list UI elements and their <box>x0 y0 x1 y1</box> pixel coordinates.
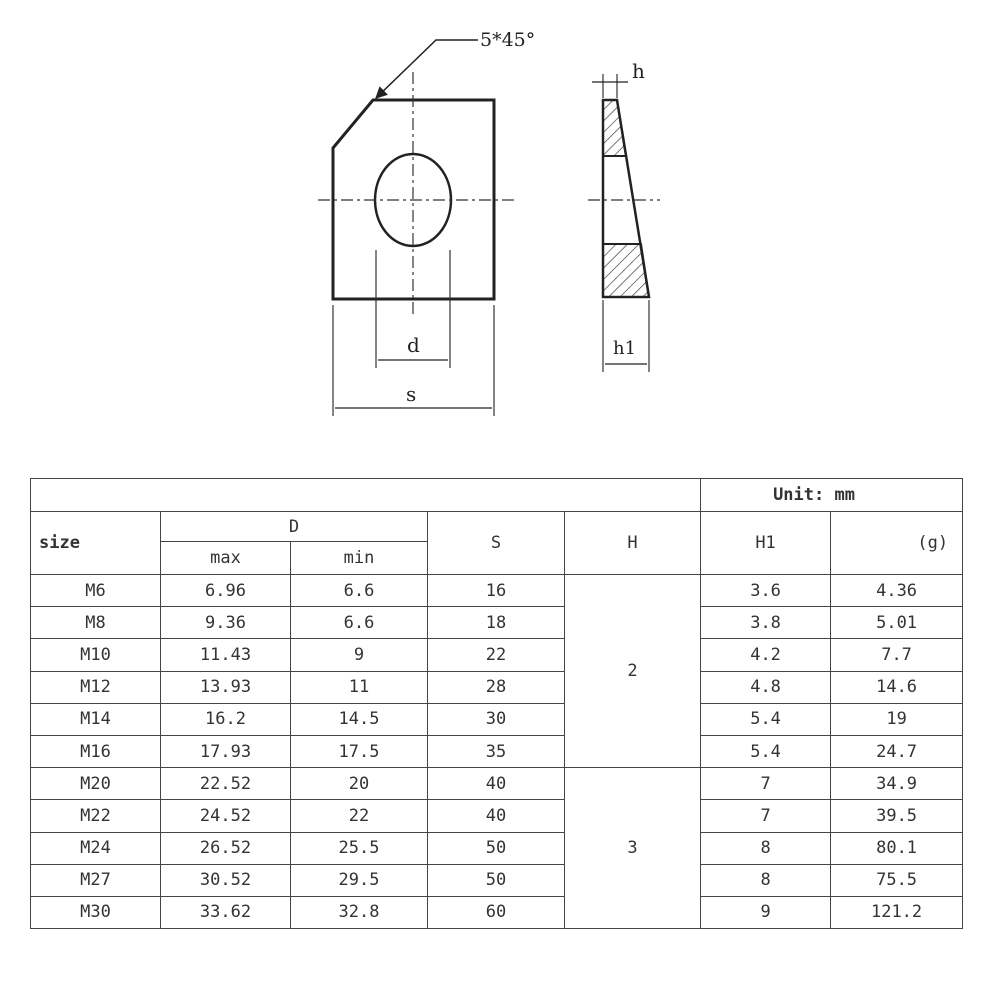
s-cell: 60 <box>428 896 565 928</box>
d-max-cell: 9.36 <box>161 607 291 639</box>
table-row <box>31 735 963 767</box>
d-min-cell: 11 <box>291 671 428 703</box>
table-row <box>31 864 963 896</box>
h1-cell: 4.8 <box>701 671 831 703</box>
size-cell: M10 <box>31 639 161 671</box>
weight-cell: 19 <box>831 703 963 735</box>
weight-cell: 24.7 <box>831 735 963 767</box>
unit-label: Unit: mm <box>701 479 963 512</box>
h1-cell: 9 <box>701 896 831 928</box>
table-row <box>31 575 963 607</box>
chamfer-leader <box>376 40 478 98</box>
h1-cell: 5.4 <box>701 735 831 767</box>
s-cell: 18 <box>428 607 565 639</box>
table-row <box>31 832 963 864</box>
s-cell: 40 <box>428 800 565 832</box>
h1-cell: 7 <box>701 800 831 832</box>
h1-cell: 3.8 <box>701 607 831 639</box>
size-cell: M6 <box>31 575 161 607</box>
thickness-label: h <box>632 59 645 83</box>
weight-cell: 5.01 <box>831 607 963 639</box>
h1-cell: 8 <box>701 864 831 896</box>
d-max-cell: 24.52 <box>161 800 291 832</box>
table-row <box>31 607 963 639</box>
table-row <box>31 639 963 671</box>
size-cell: M24 <box>31 832 161 864</box>
s-cell: 30 <box>428 703 565 735</box>
d-min-cell: 6.6 <box>291 607 428 639</box>
d-max-cell: 11.43 <box>161 639 291 671</box>
h1-cell: 4.2 <box>701 639 831 671</box>
size-cell: M16 <box>31 735 161 767</box>
h1-cell: 7 <box>701 768 831 800</box>
size-cell: M14 <box>31 703 161 735</box>
size-cell: M22 <box>31 800 161 832</box>
d-max-cell: 26.52 <box>161 832 291 864</box>
h1-cell: 3.6 <box>701 575 831 607</box>
size-cell: M12 <box>31 671 161 703</box>
s-cell: 16 <box>428 575 565 607</box>
s-cell: 28 <box>428 671 565 703</box>
table-row <box>31 896 963 928</box>
d-max-cell: 17.93 <box>161 735 291 767</box>
d-max-cell: 33.62 <box>161 896 291 928</box>
s-cell: 22 <box>428 639 565 671</box>
table-row <box>31 703 963 735</box>
table-title-blank <box>31 479 701 512</box>
chamfer-label: 5*45° <box>480 29 536 51</box>
d-max-cell: 30.52 <box>161 864 291 896</box>
h1-cell: 8 <box>701 832 831 864</box>
size-cell: M20 <box>31 768 161 800</box>
table-row <box>31 671 963 703</box>
weight-cell: 80.1 <box>831 832 963 864</box>
weight-cell: 39.5 <box>831 800 963 832</box>
front-view <box>318 29 535 416</box>
h1-header: H1 <box>701 512 831 575</box>
size-cell: M27 <box>31 864 161 896</box>
hole-diameter-label: d <box>407 333 420 357</box>
weight-cell: 7.7 <box>831 639 963 671</box>
d-min-cell: 17.5 <box>291 735 428 767</box>
d-max-cell: 16.2 <box>161 703 291 735</box>
size-cell: M8 <box>31 607 161 639</box>
weight-cell: 4.36 <box>831 575 963 607</box>
d-min-header: min <box>291 542 428 575</box>
d-max-cell: 6.96 <box>161 575 291 607</box>
weight-cell: 14.6 <box>831 671 963 703</box>
d-min-cell: 32.8 <box>291 896 428 928</box>
side-view <box>588 59 660 372</box>
weight-cell: 75.5 <box>831 864 963 896</box>
s-cell: 50 <box>428 864 565 896</box>
h-cell: 3 <box>565 768 701 929</box>
s-cell: 40 <box>428 768 565 800</box>
d-min-cell: 6.6 <box>291 575 428 607</box>
d-max-cell: 13.93 <box>161 671 291 703</box>
h1-cell: 5.4 <box>701 703 831 735</box>
d-min-cell: 20 <box>291 768 428 800</box>
d-min-cell: 14.5 <box>291 703 428 735</box>
s-cell: 50 <box>428 832 565 864</box>
h-cell: 2 <box>565 575 701 768</box>
width-label: s <box>406 382 417 406</box>
weight-cell: 121.2 <box>831 896 963 928</box>
height-label: h1 <box>613 338 637 359</box>
table-row <box>31 800 963 832</box>
s-header: S <box>428 512 565 575</box>
d-max-header: max <box>161 542 291 575</box>
d-min-cell: 29.5 <box>291 864 428 896</box>
h-header: H <box>565 512 701 575</box>
weight-header: (g) <box>831 512 963 575</box>
weight-cell: 34.9 <box>831 768 963 800</box>
d-max-cell: 22.52 <box>161 768 291 800</box>
washer-technical-drawing <box>0 0 1000 450</box>
s-cell: 35 <box>428 735 565 767</box>
d-header: D <box>161 512 428 542</box>
size-header: size <box>31 512 161 575</box>
d-min-cell: 25.5 <box>291 832 428 864</box>
size-cell: M30 <box>31 896 161 928</box>
d-min-cell: 22 <box>291 800 428 832</box>
table-row <box>31 768 963 800</box>
d-min-cell: 9 <box>291 639 428 671</box>
spec-table <box>30 478 963 929</box>
